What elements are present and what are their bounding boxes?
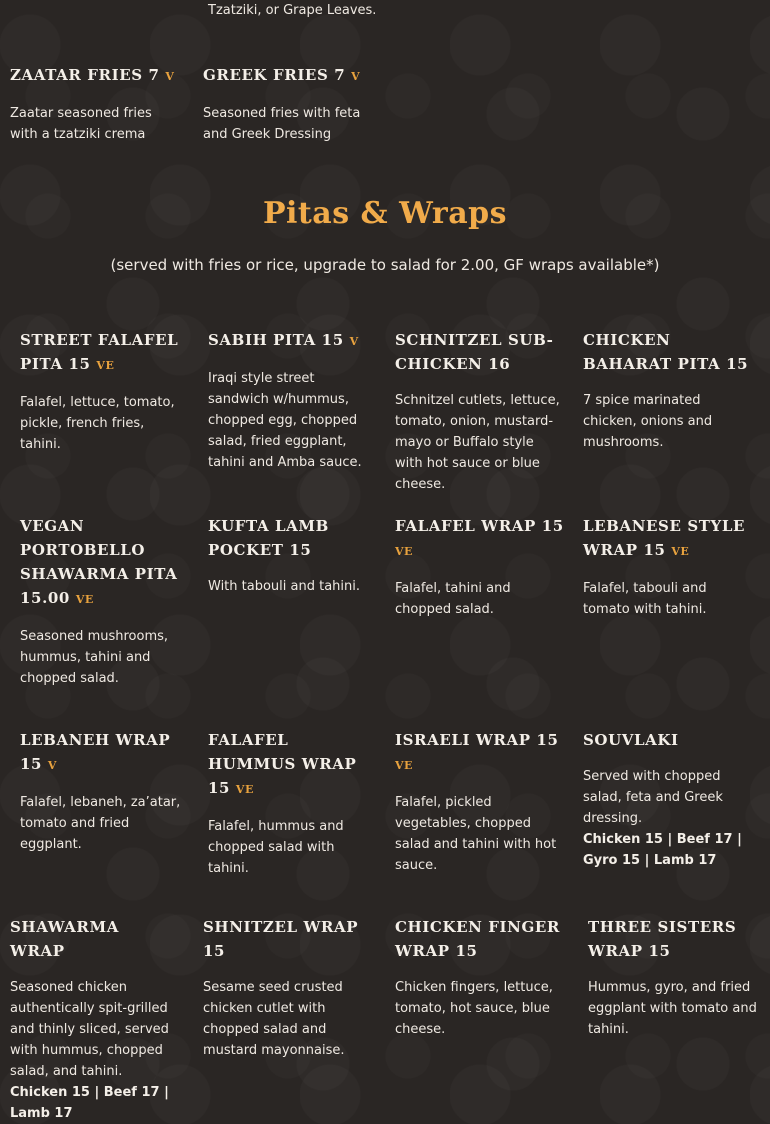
menu-item-title: SCHNITZEL SUB- CHICKEN 16 xyxy=(395,331,554,373)
menu-item-prices: Chicken 15 | Beef 17 | Lamb 17 xyxy=(10,1085,169,1121)
menu-item-title: FALAFEL HUMMUS WRAP 15 VE xyxy=(208,731,357,797)
dietary-tag: VE xyxy=(75,593,94,606)
menu-item-title: LEBANEH WRAP 15 V xyxy=(20,731,171,773)
menu-item-description: Falafel, pickled vegetables, chopped salad and tahini with hot sauce. xyxy=(395,795,557,873)
menu-item-title: SHNITZEL WRAP 15 xyxy=(203,918,359,960)
menu-item-description: With tabouli and tahini. xyxy=(208,579,361,594)
menu-item-israeli-wrap xyxy=(395,728,567,876)
menu-item-title: SOUVLAKI xyxy=(583,731,679,749)
menu-item-falafel-hummus-wrap xyxy=(208,728,378,879)
dietary-tag: V xyxy=(47,759,57,772)
menu-item-description: Iraqi style street sandwich w/hummus, chopped egg, chopped salad, fried eggplant, tahini and Amba sauce. xyxy=(208,371,362,470)
menu-item-description: Chicken fingers, lettuce, tomato, hot sauce, blue cheese. xyxy=(395,980,553,1037)
menu-item-schnitzel-sub xyxy=(395,328,565,495)
menu-item-lebaneh-wrap xyxy=(20,728,190,855)
dietary-tag: V xyxy=(165,70,175,83)
menu-item-sabih-pita xyxy=(208,328,376,473)
menu-item-description: 7 spice marinated chicken, onions and mushrooms. xyxy=(583,393,713,450)
section-title: Pitas & Wraps xyxy=(262,196,508,231)
section-subtitle: (served with fries or rice, upgrade to salad for 2.00, GF wraps available*) xyxy=(110,256,660,274)
menu-item-souvlaki xyxy=(583,728,743,871)
menu-item-lebanese-style-wrap xyxy=(583,514,755,620)
menu-item-shawarma-wrap xyxy=(10,915,178,1124)
menu-item-title: THREE SISTERS WRAP 15 xyxy=(588,918,737,960)
menu-item-title: FALAFEL WRAP 15 VE xyxy=(395,517,564,558)
menu-item-prices: Chicken 15 | Beef 17 | Gyro 15 | Lamb 17 xyxy=(583,832,742,868)
menu-item-description: Falafel, tahini and chopped salad. xyxy=(395,581,511,617)
menu-item-description: Seasoned mushrooms, hummus, tahini and chopped salad. xyxy=(20,629,169,686)
dietary-tag: VE xyxy=(96,359,115,372)
menu-item-description: Hummus, gyro, and fried eggplant with tomato and tahini. xyxy=(588,980,757,1037)
menu-item-chicken-baharat-pita xyxy=(583,328,755,453)
menu-item-description: Zaatar seasoned fries with a tzatziki crema xyxy=(10,106,152,142)
menu-item-vegan-portobello-shawarma-pita xyxy=(20,514,185,689)
menu-item-description: Falafel, hummus and chopped salad with tahini. xyxy=(208,819,344,876)
menu-item-description: Seasoned fries with feta and Greek Dressing xyxy=(203,106,361,142)
dietary-tag: V xyxy=(351,70,361,83)
menu-item-title: ISRAELI WRAP 15 VE xyxy=(395,731,559,772)
menu-item-description: Served with chopped salad, feta and Greek dressing. xyxy=(583,769,723,826)
menu-item-title: SABIH PITA 15 V xyxy=(208,331,359,349)
dietary-tag: VE xyxy=(395,545,413,558)
menu-item-falafel-wrap xyxy=(395,514,567,620)
menu-item-title: ZAATAR FRIES 7 V xyxy=(10,66,175,84)
menu-item-description: Falafel, tabouli and tomato with tahini. xyxy=(583,581,707,617)
menu-item-greek-fries xyxy=(203,63,373,145)
menu-item-title: SHAWARMA WRAP xyxy=(10,918,119,960)
dietary-tag: V xyxy=(349,335,359,348)
dietary-tag: VE xyxy=(235,783,254,796)
previous-item-description-fragment: Tzatziki, or Grape Leaves. xyxy=(208,3,377,18)
menu-item-description: Sesame seed crusted chicken cutlet with chopped salad and mustard mayonnaise. xyxy=(203,980,345,1058)
dietary-tag: VE xyxy=(395,759,413,772)
menu-item-description: Falafel, lettuce, tomato, pickle, french fries, tahini. xyxy=(20,395,175,452)
menu-item-kufta-lamb-pocket xyxy=(208,514,373,597)
menu-item-description: Schnitzel cutlets, lettuce, tomato, onion, mustard-mayo or Buffalo style with hot sauce or blue cheese. xyxy=(395,393,560,492)
menu-item-shnitzel-wrap xyxy=(203,915,378,1061)
menu-item-chicken-finger-wrap xyxy=(395,915,560,1040)
menu-item-title: CHICKEN BAHARAT PITA 15 xyxy=(583,331,749,373)
menu-item-street-falafel-pita xyxy=(20,328,185,455)
menu-item-title: KUFTA LAMB POCKET 15 xyxy=(208,517,329,559)
menu-item-title: GREEK FRIES 7 V xyxy=(203,66,361,84)
menu-item-title: LEBANESE STYLE WRAP 15 VE xyxy=(583,517,746,559)
menu-item-zaatar-fries xyxy=(10,63,180,145)
menu-item-title: STREET FALAFEL PITA 15 VE xyxy=(20,331,179,373)
menu-item-title: CHICKEN FINGER WRAP 15 xyxy=(395,918,560,960)
menu-item-description: Falafel, lebaneh, za’atar, tomato and fried eggplant. xyxy=(20,795,181,852)
menu-item-three-sisters-wrap xyxy=(588,915,758,1040)
dietary-tag: VE xyxy=(671,545,690,558)
menu-item-description: Seasoned chicken authentically spit-grilled and thinly sliced, served with hummus, chopped salad, and tahini. xyxy=(10,980,169,1079)
menu-item-title: VEGAN PORTOBELLO SHAWARMA PITA 15.00 VE xyxy=(20,517,178,607)
